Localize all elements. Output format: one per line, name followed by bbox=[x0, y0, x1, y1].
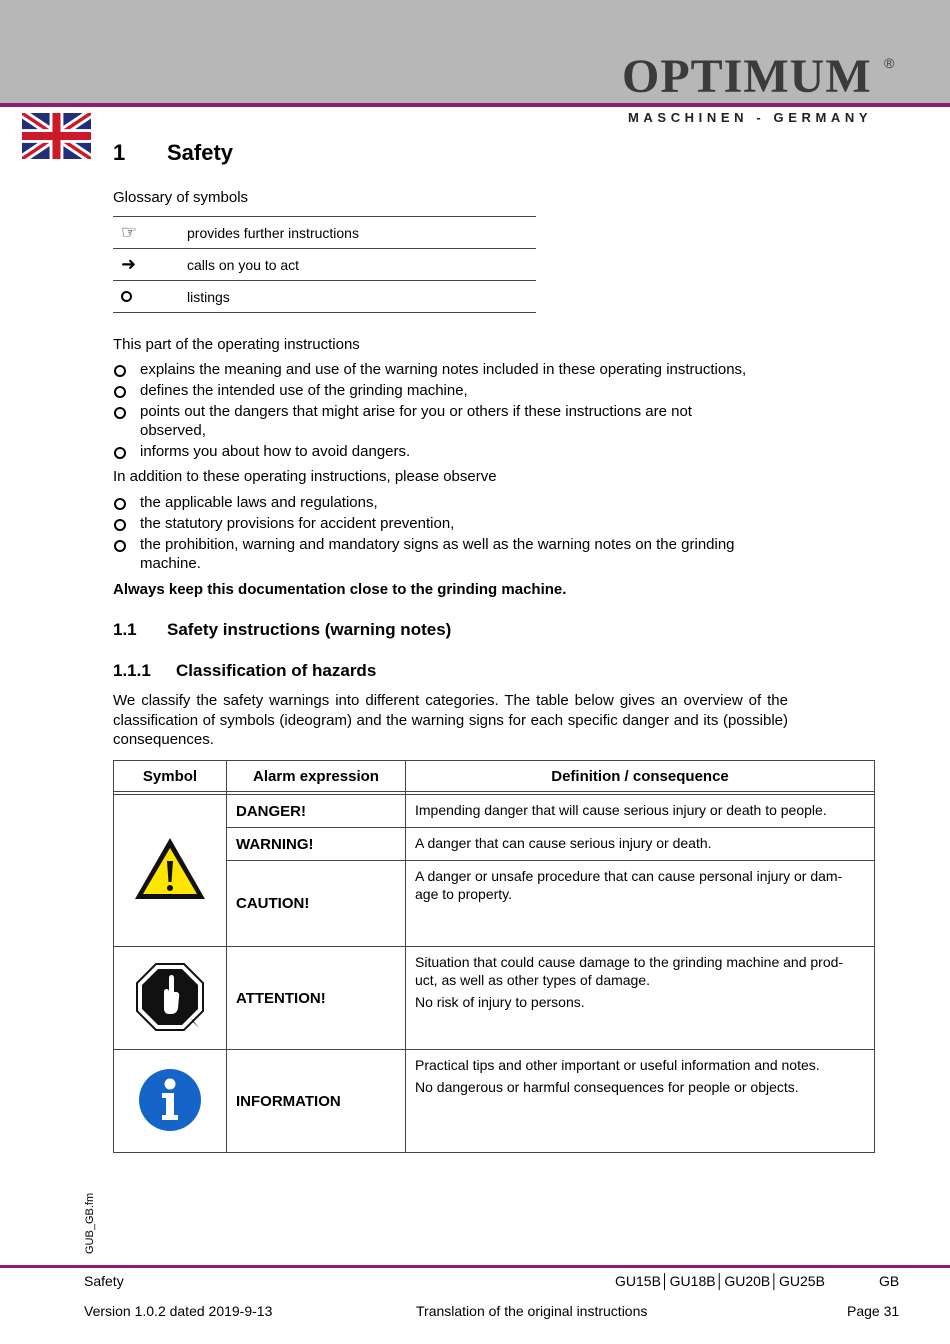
list-item bbox=[113, 381, 803, 400]
definition-text: Impending danger that will cause serious injury or death to people. bbox=[415, 802, 827, 818]
intro-lead: This part of the operating instructions bbox=[113, 336, 360, 353]
brand-registered-mark: ® bbox=[884, 55, 895, 71]
warning-triangle-icon bbox=[114, 795, 227, 947]
keep-note: Always keep this documentation close to the grinding machine. bbox=[113, 581, 567, 598]
list-item-text: points out the dangers that might arise for you or others if these instructions are not observed, bbox=[140, 403, 692, 439]
table-row bbox=[114, 947, 875, 1050]
glossary-text: calls on you to act bbox=[187, 249, 536, 281]
definition-text: No risk of injury to persons. bbox=[415, 994, 585, 1010]
list-item bbox=[113, 402, 730, 440]
list-item bbox=[113, 442, 803, 461]
glossary-table bbox=[113, 216, 536, 313]
circle-bullet-icon bbox=[114, 540, 126, 552]
alarm-caution: CAUTION! bbox=[227, 861, 406, 947]
footer-version: Version 1.0.2 dated 2019-9-13 bbox=[84, 1303, 273, 1319]
intro-lead-2: In addition to these operating instructions, please observe bbox=[113, 468, 497, 485]
list-item bbox=[113, 514, 803, 533]
table-row bbox=[114, 861, 875, 947]
circle-bullet-icon bbox=[114, 498, 126, 510]
circle-bullet-icon bbox=[114, 447, 126, 459]
alarm-information: INFORMATION bbox=[227, 1050, 406, 1153]
model-label: GU18B bbox=[669, 1273, 716, 1289]
information-icon bbox=[114, 1050, 227, 1153]
circle-bullet-icon bbox=[114, 407, 126, 419]
list-item-text: the statutory provisions for accident prevention, bbox=[140, 515, 455, 532]
section-heading bbox=[113, 140, 233, 166]
header-definition: Definition / consequence bbox=[406, 761, 875, 792]
subsection-heading bbox=[113, 620, 451, 640]
stop-hand-icon bbox=[135, 962, 205, 1032]
list-item-text: defines the intended use of the grinding machine, bbox=[140, 382, 468, 399]
subsubsection-title: Classification of hazards bbox=[176, 661, 377, 680]
list-item-text: the applicable laws and regulations, bbox=[140, 494, 378, 511]
model-label: GU20B bbox=[724, 1273, 771, 1289]
footer-translation: Translation of the original instructions bbox=[416, 1303, 648, 1319]
sidebar-filename: GUB_GB.fm bbox=[84, 1192, 96, 1254]
footer-models bbox=[615, 1273, 825, 1289]
table-row bbox=[114, 828, 875, 861]
subsection-title: Safety instructions (warning notes) bbox=[167, 620, 452, 639]
hazard-table bbox=[113, 760, 875, 1153]
footer-language: GB bbox=[879, 1273, 900, 1289]
glossary-text: listings bbox=[187, 281, 536, 313]
definition-text: A danger or unsafe procedure that can cause personal injury or dam- age to property. bbox=[415, 868, 843, 902]
definition-text: A danger that can cause serious injury or death. bbox=[415, 835, 712, 851]
page-number: Page 31 bbox=[847, 1303, 900, 1319]
subsection-number: 1.1 bbox=[113, 620, 137, 639]
section-title: Safety bbox=[167, 140, 234, 165]
stop-hand-icon bbox=[114, 947, 227, 1050]
table-row bbox=[114, 795, 875, 828]
model-separator: │ bbox=[770, 1273, 780, 1289]
alarm-attention: ATTENTION! bbox=[227, 947, 406, 1050]
circle-bullet-icon bbox=[114, 365, 126, 377]
section-number: 1 bbox=[113, 140, 126, 165]
glossary-row bbox=[113, 217, 536, 249]
list-item-text: the prohibition, warning and mandatory signs as well as the warning notes on the grinding machine. bbox=[140, 536, 735, 572]
list-item bbox=[113, 535, 780, 573]
model-separator: │ bbox=[660, 1273, 670, 1289]
brand-subtitle: MASCHINEN - GERMANY bbox=[628, 110, 873, 125]
definition-text: Situation that could cause damage to the grinding machine and prod- uct, as well as other types of damage. bbox=[415, 954, 844, 988]
intro-list bbox=[113, 360, 803, 463]
glossary-text: provides further instructions bbox=[187, 217, 536, 249]
model-separator: │ bbox=[715, 1273, 725, 1289]
alarm-warning: WARNING! bbox=[227, 828, 406, 861]
model-label: GU25B bbox=[779, 1273, 825, 1289]
glossary-title: Glossary of symbols bbox=[113, 189, 249, 206]
information-icon bbox=[137, 1067, 203, 1133]
brand-logo: OPTIMUM bbox=[622, 50, 872, 103]
warning-triangle-icon bbox=[132, 835, 208, 903]
observe-list bbox=[113, 493, 803, 575]
definition-text: Practical tips and other important or useful information and notes. bbox=[415, 1057, 820, 1073]
arrow-right-icon: ➜ bbox=[113, 249, 187, 281]
definition-warning bbox=[406, 828, 875, 861]
classification-paragraph: We classify the safety warnings into different categories. The table below gives an overview of the classification of symbols (ideogram) and the warning signs for each specific danger and its (possible) consequences. bbox=[113, 692, 788, 748]
header-symbol: Symbol bbox=[114, 761, 227, 792]
glossary-row bbox=[113, 249, 536, 281]
definition-caution bbox=[406, 861, 875, 947]
list-item-text: explains the meaning and use of the warning notes included in these operating instructions, bbox=[140, 361, 747, 378]
table-row bbox=[114, 1050, 875, 1153]
definition-text: No dangerous or harmful consequences for people or objects. bbox=[415, 1079, 799, 1095]
footer-section: Safety bbox=[84, 1273, 124, 1289]
header-alarm: Alarm expression bbox=[227, 761, 406, 792]
pointing-hand-icon: ☞ bbox=[113, 217, 187, 249]
definition-information bbox=[406, 1050, 875, 1153]
list-item bbox=[113, 493, 803, 512]
subsubsection-number: 1.1.1 bbox=[113, 661, 151, 680]
list-item bbox=[113, 360, 803, 379]
definition-danger bbox=[406, 795, 875, 828]
circle-bullet-icon bbox=[113, 281, 187, 313]
circle-bullet-icon bbox=[114, 386, 126, 398]
definition-attention bbox=[406, 947, 875, 1050]
table-header-row bbox=[114, 761, 875, 792]
footer-divider bbox=[0, 1265, 950, 1268]
alarm-danger: DANGER! bbox=[227, 795, 406, 828]
uk-flag-icon bbox=[22, 113, 91, 159]
subsubsection-heading bbox=[113, 661, 376, 681]
model-label: GU15B bbox=[615, 1273, 661, 1289]
list-item-text: informs you about how to avoid dangers. bbox=[140, 443, 411, 460]
circle-bullet-icon bbox=[114, 519, 126, 531]
glossary-row bbox=[113, 281, 536, 313]
